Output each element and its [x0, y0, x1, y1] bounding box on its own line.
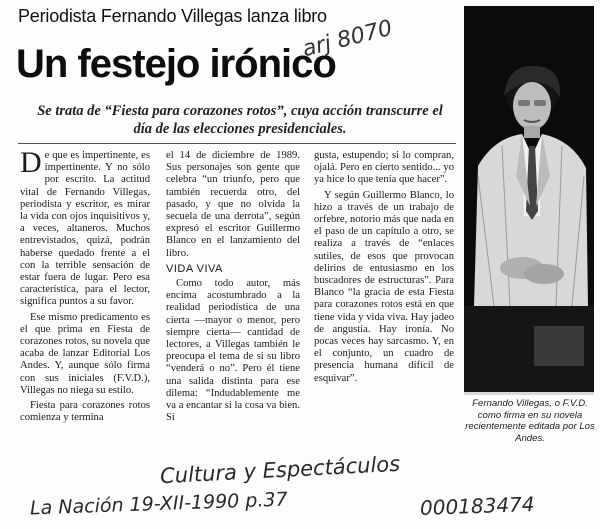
author-portrait-illustration [464, 6, 594, 392]
paragraph: Fiesta para corazones rotos comienza y termina [20, 400, 150, 424]
handwritten-archive-code: arj 8070 [300, 15, 395, 63]
paragraph: gusta, estupendo; si lo compran, ojalá. Pero en cierto sentido... yo ya hice lo que tenía que hacer”. [314, 150, 454, 186]
article-headline: Un festejo irónico [16, 42, 336, 86]
article-column-2 [166, 150, 300, 424]
paragraph-text: e que es impertinente, es impertinente. Y no sólo por escrito. La actitud vital de Fernando Villegas, periodista y escritor, es mirar la vida con ojos inquisitivos y, a veces, altaneros. Muchos entrevistados, quizá, podrán haberse quedado frente a el con la terrible sensación de estar fuera de lugar. Pero esa característica, para el lector, significa puntos a su favor. [20, 150, 150, 308]
article-kicker: Periodista Fernando Villegas lanza libro [18, 6, 327, 26]
article-column-3 [314, 150, 454, 385]
paragraph: Ese mismo predicamento es el que prima en Fiesta de corazones rotos, su novela que acaba de lanzar Editorial Los Andes. Y, aunque sólo firma con sus iniciales (F.V.D.), Villegas no niega su estilo. [20, 311, 150, 396]
subhead-divider [18, 143, 456, 144]
paragraph: Y según Guillermo Blanco, lo hizo a través de un trabajo de orfebre, notorio más que nada en el paso de un capítulo a otro, se realiza a través de “enlaces sutiles, de esos que provocan delirios de entusiasmo en los buscadores de estructuras”. Para Blanco “la gracia de esta Fiesta para corazones rotos está en que tiene vida y vida viva. Hay jadeo de angustia. Hay ironía. No pocas veces hay sarcasmo. Y, en el conjunto, un cuadro de presencia humana difícil de esquivar”. [314, 189, 454, 384]
paragraph [20, 146, 150, 309]
handwritten-section-note: Cultura y Espectáculos [159, 451, 401, 489]
photo-caption: Fernando Villegas, o F.V.D. como firma en su novela recientemente editada por Los Andes. [465, 398, 595, 444]
author-photo [464, 6, 594, 395]
handwritten-source-note: La Nación 19-XII-1990 p.37 [29, 488, 288, 520]
article-subhead: Se trata de “Fiesta para corazones rotos”, cuya acción transcurre el día de las elecciones presidenciales. [37, 103, 443, 137]
article-column-1 [20, 146, 150, 424]
paragraph: Como todo autor, más encima acostumbrado a la realidad periodística de una cierta —mayor o menor, pero siempre cierta— cantidad de lectores, a Villegas también le preocupa el tema de si su libro “venderá o no”. Pero él tiene una salida distinta para ese dilema: “Indudablemente me va a encantar si la cosa va bien. Si [166, 278, 300, 424]
section-heading: VIDA VIVA [166, 262, 223, 275]
handwritten-archive-id: 000183474 [419, 492, 535, 520]
drop-cap: D [20, 146, 42, 179]
paragraph: el 14 de diciembre de 1989. Sus personajes son gente que celebra “un triunfo, pero que también recuerda otro, del pasado, y que no olvida la secuela de una derrota”, según expresó el escritor Guillermo Blanco en el lanzamiento del libro. [166, 150, 300, 259]
